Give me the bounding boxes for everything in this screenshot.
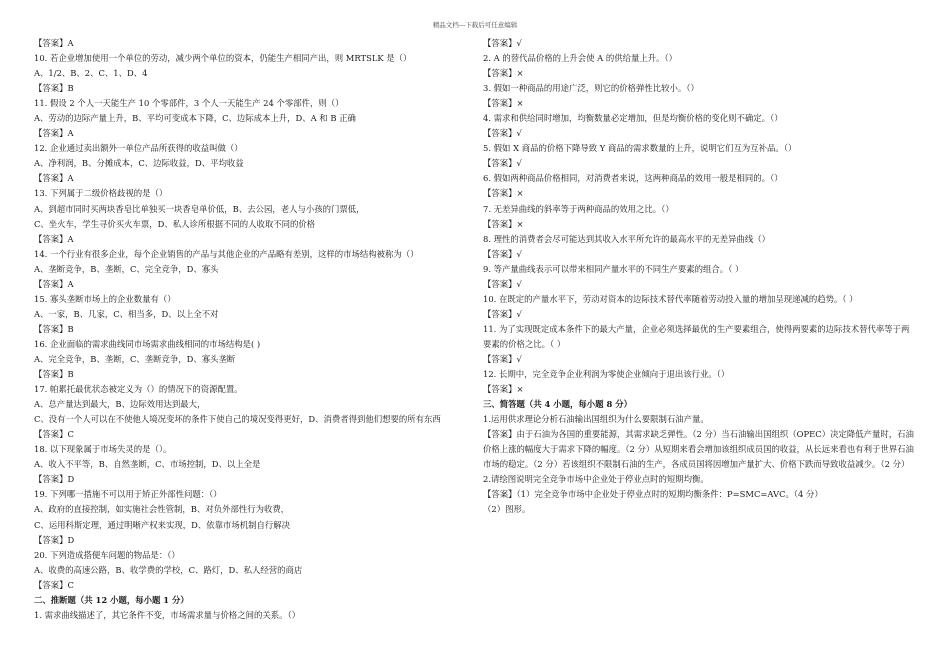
answer-line: 【答案】A <box>34 38 74 48</box>
answer-line: 【答案】√ <box>483 248 522 259</box>
answer-line: 【答案】D <box>34 474 75 485</box>
answer-line: 【答案】C <box>34 429 74 440</box>
question-line: 9. 等产量曲线表示可以带来相同产量水平的不同生产要素的组合。（ ） <box>483 263 744 274</box>
answer-line: 【答案】√ <box>483 158 522 169</box>
section-heading: 三、简答题（共 4 小题，每小题 8 分） <box>483 399 632 410</box>
question-line: 12. 企业通过卖出额外一单位产品所获得的收益叫做（） <box>34 143 243 154</box>
answer-line: （2）图形。 <box>483 504 531 515</box>
answer-line: 【答案】√ <box>483 128 522 139</box>
option-line: C、运用科斯定理，通过明晰产权来实现，D、依靠市场机制自行解决 <box>34 519 290 530</box>
question-line: 15. 寡头垄断市场上的企业数量有（） <box>34 293 176 304</box>
question-line: 8. 理性的消费者会尽可能达到其收入水平所允许的最高水平的无差异曲线（） <box>483 233 771 244</box>
answer-line: 【答案】√ <box>483 278 522 289</box>
answer-line: 【答案】A <box>34 278 74 289</box>
question-line: 11. 假设 2 个人一天能生产 10 个零部件，3 个人一天能生产 24 个零部件，则（） <box>34 98 344 109</box>
question-line: 11. 为了实现既定成本条件下的最大产量，企业必须选择最优的生产要素组合，使得两要素的边际技术替代率等于两要素的价格之比。（ ） <box>483 323 910 349</box>
answer-line: 【答案】× <box>483 98 524 109</box>
option-line: A、净利润，B、分摊成本，C、边际收益，D、平均收益 <box>34 158 244 169</box>
question-line: 14. 一个行业有很多企业，每个企业销售的产品与其他企业的产品略有差别，这样的市场结构被称为（） <box>34 248 419 259</box>
answer-line: 【答案】（1）完全竞争市场中企业处于停业点时的短期均衡条件：P=SMC=AVC。（4 分） <box>483 489 823 500</box>
option-line: A、垄断竞争，B、垄断，C、完全竞争，D、寡头 <box>34 263 219 274</box>
question-line: 20. 下列造成搭便车问题的物品是：（） <box>34 549 180 560</box>
option-line: A、1/2、B、2、C、1、D、4 <box>34 68 148 79</box>
option-line: A、收费的高速公路，B、收学费的学校，C、路灯，D、私人经营的商店 <box>34 564 303 575</box>
question-line: 2. A 的替代品价格的上升会使 A 的供给量上升。（） <box>483 53 678 64</box>
answer-line: 【答案】A <box>34 233 74 244</box>
page-header: 精品文档---下载后可任意编辑 <box>432 21 518 29</box>
question-line: 2.请绘图说明完全竞争市场中企业处于停业点时的短期均衡。 <box>483 474 709 485</box>
option-line: A、到超市同时买两块香皂比单独买一块香皂单价低，B、去公园，老人与小孩的门票低， <box>34 203 365 214</box>
answer-line: 【答案】√ <box>483 38 522 48</box>
answer-line: 【答案】A <box>34 128 74 139</box>
question-line: 4. 需求和供给同时增加，均衡数量必定增加，但是均衡价格的变化则不确定。（） <box>483 113 783 124</box>
answer-line: 【答案】B <box>34 83 74 94</box>
section-heading: 二、推断题（共 12 小题，每小题 1 分） <box>34 594 189 605</box>
question-line: 13. 下列属于二级价格歧视的是（） <box>34 188 168 199</box>
question-line: 7. 无差异曲线的斜率等于两种商品的效用之比。（） <box>483 203 674 214</box>
option-line: A、政府的直接控制，如实施社会性管制，B、对负外部性行为收费， <box>34 504 290 515</box>
question-line: 16. 企业面临的需求曲线同市场需求曲线相同的市场结构是( ) <box>34 338 261 349</box>
question-line: 3. 假如一种商品的用途广泛，则它的价格弹性比较小。（） <box>483 83 699 94</box>
answer-line: 【答案】D <box>34 534 75 545</box>
question-line: 12. 长期中，完全竞争企业利润为零使企业倾向于退出该行业。（） <box>483 369 730 380</box>
answer-line: 【答案】B <box>34 323 74 334</box>
answer-line: 【答案】√ <box>483 353 522 364</box>
option-line: A、收入不平等，B、自然垄断，C、市场控制，D、以上全是 <box>34 459 261 470</box>
question-line: 18. 以下现象属于市场失灵的是（）。 <box>34 444 172 455</box>
question-line: 5. 假如 X 商品的价格下降导致 Y 商品的需求数量的上升，说明它们互为互补品。（） <box>483 143 797 154</box>
right-column <box>483 36 915 518</box>
option-line: C、没有一个人可以在不使他人境况变坏的条件下使自己的境况变得更好，D、消费者得到他们想要的所有东西 <box>34 414 441 425</box>
question-line: 1.运用供求理论分析石油输出国组织为什么要限制石油产量。 <box>483 414 709 425</box>
option-line: A、一家，B、几家，C、相当多，D、以上全不对 <box>34 308 219 319</box>
answer-line: 【答案】C <box>34 579 74 590</box>
option-line: A、完全竞争，B、垄断，C、垄断竞争，D、寡头垄断 <box>34 353 236 364</box>
question-line: 19. 下列哪一措施不可以用于矫正外部性问题：（） <box>34 489 222 500</box>
answer-line: 【答案】√ <box>483 308 522 319</box>
answer-line: 【答案】A <box>34 173 74 184</box>
answer-line: 【答案】由于石油为各国的重要能源，其需求缺乏弹性。（2 分）当石油输出国组织（OPEC）决定降低产量时，石油价格上涨的幅度大于需求下降的幅度。（2 分）从短期来看会增加该组织成员国的收益，从长远来看也有利于世界石油市场的稳定。（2 分）若该组织不限制石油的生产，各成员国将因增加产量扩大、价格下跌而导致收益减少。（2 分） <box>483 429 914 470</box>
answer-line: 【答案】× <box>483 218 524 229</box>
answer-line: 【答案】× <box>483 68 524 79</box>
left-column <box>34 36 452 623</box>
answer-line: 【答案】B <box>34 369 74 380</box>
option-line: A、总产量达到最大，B、边际效用达到最大， <box>34 399 206 410</box>
question-line: 6. 假如两种商品价格相同，对消费者来说，这两种商品的效用一般是相同的。（） <box>483 173 783 184</box>
answer-line: 【答案】× <box>483 384 524 395</box>
option-line: C、坐火车，学生寻价买火车票，D、私人诊所根据不同的人收取不同的价格 <box>34 218 316 229</box>
question-line: 17. 帕累托最优状态被定义为（）的情况下的资源配置。 <box>34 384 243 395</box>
question-line: 10. 若企业增加使用一个单位的劳动，减少两个单位的资本，仍能生产相同产出，则 MRTSLK 是（） <box>34 53 412 64</box>
question-line: 1. 需求曲线描述了，其它条件不变，市场需求量与价格之间的关系。（） <box>34 609 301 620</box>
answer-line: 【答案】× <box>483 188 524 199</box>
option-line: A、劳动的边际产量上升，B、平均可变成本下降，C、边际成本上升，D、A 和 B 正确 <box>34 113 356 124</box>
question-line: 10. 在既定的产量水平下，劳动对资本的边际技术替代率随着劳动投入量的增加呈现递减的趋势。（ ） <box>483 293 858 304</box>
